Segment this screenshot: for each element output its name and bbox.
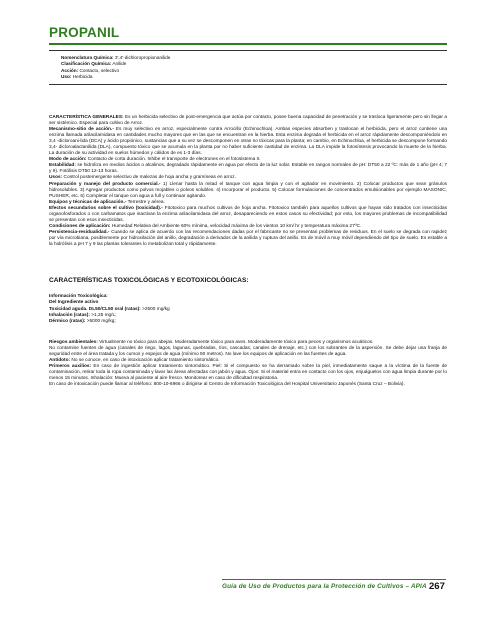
para-antidoto: Antídoto: No se conoce, en caso de intoxicación aplicar tratamiento sintomático.: [49, 358, 220, 364]
para-mecanismo: Mecanismo-sitio de acción.- Es muy selectivo en arroz, especialmente contra Arrocillo (Echinochloa). Ambas especies absorben y traslocan el herbicida, pero el arroz contiene una enzima llamada arilacilamidasa en cantidades mucho mayores que en las que se encuentran en la hierba. Esta enzima degrada el herbicida en el arroz rápidamente descomponiéndolo en 3,4 -dicloroani-lida (DCA) y ácido propiónico, sustancias que a su vez se descomponen en otras no tóxicas para la planta; en cambio, en Echinochloa, el herbicida se descompone formando 3,4- dicloroalactanilida (DLA), compuesto tóxico que se acumula en la planta por no haber suficiente cantidad de enzima. La DLA impide la fotosíntesis provocando la muerte de la hierba. La duración de su actividad en suelos húmedos y cálidos de es 1-3 días.: [49, 127, 447, 157]
para-equipos: Equipos y técnicas de aplicación.- Terrestre y aérea.: [49, 199, 165, 205]
info-accion: Acción: Contacto, selectivo: [61, 67, 120, 73]
general-characteristics: [49, 115, 447, 248]
footer-rule: [222, 579, 446, 580]
para-modo-accion: Modo de acción: Contacto de corta duración. Inhibe el transporte de electrones en el fotosistema II.: [49, 157, 261, 163]
toxicology-info: [49, 294, 447, 325]
para-telefono: En caso de intoxicación puede llamar al teléfono: 800-10-6966 o dirigirse al Centro de Información Toxicológica del Hospital Universitario Japonés (Santa Cruz – Bolivia).: [49, 382, 405, 388]
para-preparacion: Preparación y manejo del producto comercial.- 1) Llenar hasta la mitad el tanque con agua limpia y con el agitador en movimiento. 2) Colocar productos que sean gránulos hidrosolubles. 3) Agregar productos como polvos mojables o polvos solubles. 4) Incorporar el producto. 5) Colocar formulaciones de concentrados emulsionables por ejemplo MASONIC, PUSHER, etc. 6) Completar el tanque con agua a full y continuar agitando.: [49, 181, 447, 199]
para-general: CARACTERÍSTICA GENERALES: Es un herbicida selectivo de post-emergencia que actúa por contacto, posee buena capacidad de penetración y se trasloca ligeramente pero sin llegar a ser sistémico. Especial para cultivo de Arroz.: [49, 115, 447, 127]
para-persistencia: Persistencia-residualidad.- Cuando se aplica de acuerdo con las recomendaciones dadas por el fabricante no se presentan problemas de residuos. En el suelo se degrada con rapidez por vía microbiana, posiblemente por hidroxilación del anillo, degradación a derivados de la anilida y ruptura del anillo. Es de móvil a muy móvil dependiendo del tipo de suelo. Es estable a la hidrólisis a pH 7 y 9 las plantas tolerantes lo metabolizan total y rápidamente.: [49, 229, 447, 247]
tox-ingrediente-heading: Del Ingrediente activo: [49, 300, 99, 306]
tox-inhalacion: Inhalación (ratas): >1,25 mg/L;: [49, 312, 117, 318]
footer-title: Guía de Uso de Productos para la Protección de Cultivos – APIA: [222, 583, 427, 590]
title-underline: [49, 43, 447, 45]
para-primeros-auxilios: Primeros auxilios: En caso de ingestión aplicar tratamiento sintomático. Piel: Si el compuesto se ha derramado sobre la piel, inmediatamente saque a la víctima de la fuente de contaminación, retirar toda la ropa contaminada y lavar las áreas afectadas con jabón y agua. Ojos: Si el material entra en contacto con los ojos, enjuáguelos con agua limpia durante por lo menos 15 minutos. Inhalación: Mueva al paciente al aire fresco. Monitorear en caso de dificultad respiratoria.: [49, 364, 447, 382]
environmental-info: [49, 340, 447, 388]
page-title: PROPANIL: [49, 25, 120, 40]
tox-dermico: Dérmico (ratas): >5000 mg/kg;: [49, 319, 116, 325]
tox-oral: Toxicidad aguda. DL50/CL50 oral (ratas): >2500 mg/kg: [49, 306, 170, 312]
section-title-toxicologicas: CARACTERÍSTICAS TOXICOLÓGICAS Y ECOTOXICOLÓGICAS:: [49, 277, 249, 284]
page-number: 267: [429, 581, 445, 592]
product-info-box: [49, 50, 447, 85]
tox-info-heading: Información Toxicológica:: [49, 294, 108, 299]
para-estabilidad: Estabilidad: se hidroliza en medios ácidos o alcalinos, degradado rápidamente en agua por efecto de la luz solar. Estable en rangos normales de pH: DT50 a 22 ºC: más de 1 año (pH 4; 7 y 9). Fotólisis DT50 12-13 horas.: [49, 163, 447, 175]
para-usos: Usos: Control postemergente selectivo de malezas de hoja ancha y gramíneas en arroz.: [49, 175, 236, 181]
para-efectos: Efectos secundarios sobre el cultivo (toxicidad).- Fitotoxico para muchos cultivos de hoja ancha. Fitotoxico también para aquellos cultivos que hayan sido tratados con insecticidas organofosforados o con carbamatos que inactivan la enzima arilacilamidasa del arroz, desapareciendo en estos casos su efectividad; por esto, los mayores problemas de incompatibilidad se presentan con esos insecticidas.: [49, 205, 447, 223]
info-clasificacion: Clasificación Química: Anilide: [61, 61, 127, 67]
info-uso: Uso: Herbicida: [61, 73, 93, 79]
para-condiciones: Condiciones de aplicación: Humedad Relativa del Ambiente 60% mínima, velocidad máxima de los vientos 10 km/ hr y temperatura máxima 27ºC.: [49, 223, 362, 229]
para-contaminacion: No contamine fuentes de agua (canales de riego, lagos, lagunas, quebradas, ríos, cascadas, canales de drenaje, etc.) con los sobrantes de la aspersión. Se debe dejar una franja de seguridad entre el área tratada y los cursos y espejos de agua (mínimo 50 metros). No lave los equipos de aplicación en las fuentes de agua.: [49, 346, 447, 358]
para-riesgos: Riesgos ambientales: Virtualmente no tóxico para abejas. Moderadamente tóxico para aves. Moderadamente tóxico para peces y organismos acuáticos.: [49, 340, 374, 345]
info-nomenclatura: Nomenclatura Química: 3',4'-dichloropropionanilide: [61, 55, 171, 60]
